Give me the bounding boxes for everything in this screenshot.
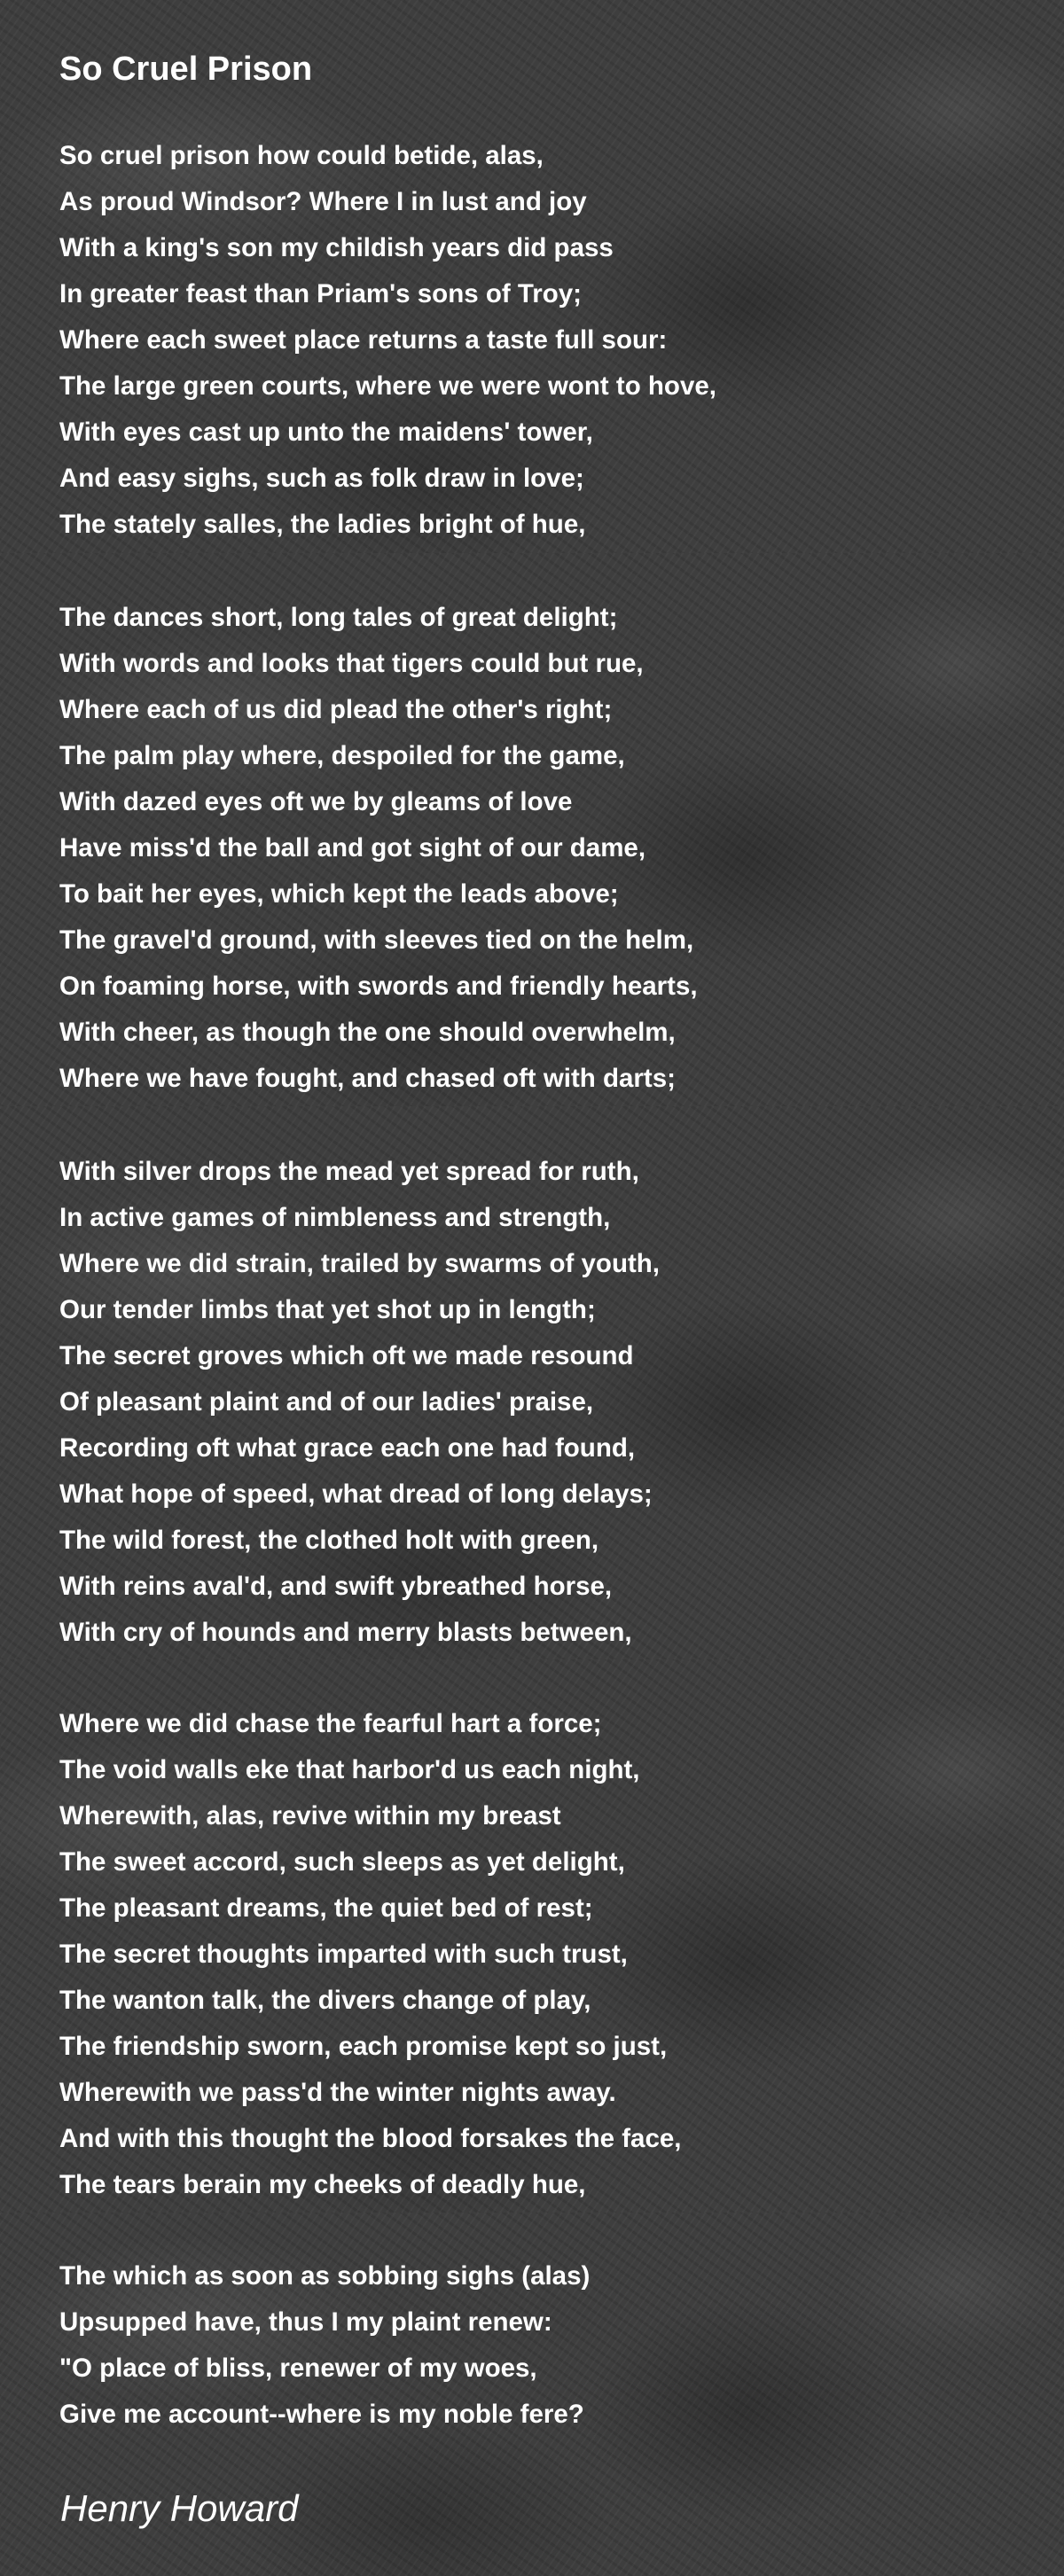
poem-line: Where each of us did plead the other's right; <box>59 695 613 724</box>
poem-line: To bait her eyes, which kept the leads above; <box>59 879 619 909</box>
poem-line: Upsupped have, thus I my plaint renew: <box>59 2307 552 2337</box>
poem-line: With silver drops the mead yet spread for ruth, <box>59 1157 639 1186</box>
poem-line: With words and looks that tigers could but rue, <box>59 649 644 678</box>
poem-line: The pleasant dreams, the quiet bed of rest; <box>59 1893 593 1923</box>
poem-line: The palm play where, despoiled for the game, <box>59 741 625 770</box>
poem-line: In active games of nimbleness and strength, <box>59 1203 611 1232</box>
poem-line: With eyes cast up unto the maidens' tower, <box>59 418 593 447</box>
poem-line: The secret thoughts imparted with such trust, <box>59 1940 628 1969</box>
poem-line: Our tender limbs that yet shot up in length; <box>59 1295 596 1324</box>
poem-stanza <box>59 1701 1035 2208</box>
poem-line: The gravel'd ground, with sleeves tied on the helm, <box>59 925 694 955</box>
poem-line: The void walls eke that harbor'd us each night, <box>59 1755 640 1784</box>
poem-line: With a king's son my childish years did pass <box>59 233 614 262</box>
poem-line: Give me account--where is my noble fere? <box>59 2400 584 2429</box>
poem-line: And with this thought the blood forsakes the face, <box>59 2124 682 2153</box>
poem-line: Wherewith, alas, revive within my breast <box>59 1801 561 1831</box>
poem-line: With dazed eyes oft we by gleams of love <box>59 787 573 816</box>
poem-line: On foaming horse, with swords and friendly hearts, <box>59 972 698 1001</box>
poem-line: As proud Windsor? Where I in lust and joy <box>59 187 587 216</box>
poem-line: The tears berain my cheeks of deadly hue, <box>59 2170 586 2199</box>
poem-line: Wherewith we pass'd the winter nights away. <box>59 2078 616 2107</box>
poem-stanza <box>59 1149 1035 1656</box>
poem-line: The secret groves which oft we made resound <box>59 1341 634 1370</box>
poem-line: With reins aval'd, and swift ybreathed horse, <box>59 1572 613 1601</box>
poem-line: Where we did chase the fearful hart a force; <box>59 1709 602 1738</box>
poem-line: The wild forest, the clothed holt with green, <box>59 1526 599 1555</box>
poem-stanza <box>59 133 1035 548</box>
poem-line: Where we have fought, and chased oft with darts; <box>59 1064 676 1093</box>
poem-line: The wanton talk, the divers change of play, <box>59 1986 591 2015</box>
poem-title: So Cruel Prison <box>59 51 313 88</box>
poem-line: The which as soon as sobbing sighs (alas) <box>59 2261 591 2291</box>
poem-author: Henry Howard <box>60 2487 299 2529</box>
poem-stanza <box>59 2253 1035 2438</box>
poem-line: The friendship sworn, each promise kept so just, <box>59 2032 668 2061</box>
poem-line: In greater feast than Priam's sons of Troy; <box>59 279 582 308</box>
poem-line: Of pleasant plaint and of our ladies' praise, <box>59 1387 594 1417</box>
poem-line: Where we did strain, trailed by swarms of youth, <box>59 1249 661 1278</box>
poem-line: With cry of hounds and merry blasts between, <box>59 1618 632 1647</box>
poem-stanza <box>59 595 1035 1102</box>
poem-line: "O place of bliss, renewer of my woes, <box>59 2354 537 2383</box>
poem-line: Where each sweet place returns a taste full sour: <box>59 325 668 355</box>
poem-line: The stately salles, the ladies bright of hue, <box>59 510 586 539</box>
poem-line: The large green courts, where we were wont to hove, <box>59 371 716 401</box>
poem-line: With cheer, as though the one should overwhelm, <box>59 1018 676 1047</box>
poem-line: The dances short, long tales of great delight; <box>59 603 618 632</box>
poem-line: And easy sighs, such as folk draw in love; <box>59 464 584 493</box>
poem-line: The sweet accord, such sleeps as yet delight, <box>59 1847 625 1877</box>
poem-line: Recording oft what grace each one had found, <box>59 1433 636 1463</box>
poem-line: Have miss'd the ball and got sight of our dame, <box>59 833 646 863</box>
poem-line: What hope of speed, what dread of long delays; <box>59 1479 653 1509</box>
poem-line: So cruel prison how could betide, alas, <box>59 141 544 170</box>
